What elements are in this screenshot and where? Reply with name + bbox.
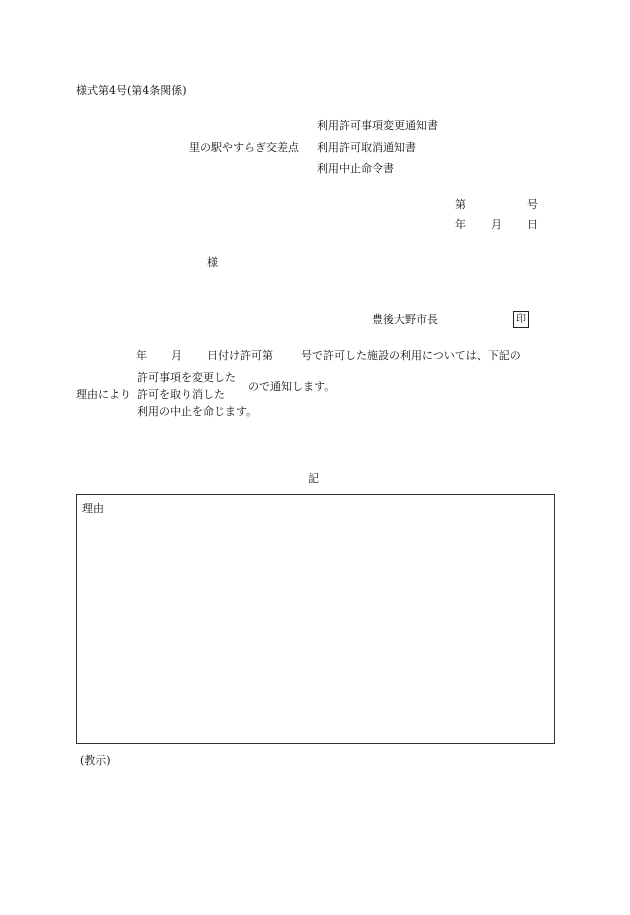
doc-number-go: 号 xyxy=(527,198,538,211)
date-year: 年 xyxy=(455,218,466,231)
body-permit-text: 号で許可した施設の利用については、下記の xyxy=(301,349,521,362)
body-month: 月 xyxy=(171,349,182,362)
ki-heading: 記 xyxy=(308,472,319,485)
reason-label: 理由 xyxy=(82,502,104,515)
addressee-suffix: 様 xyxy=(207,256,218,269)
instruction-label: (教示) xyxy=(80,754,111,767)
title-prefix: 里の駅やすらぎ交差点 xyxy=(189,141,299,154)
choice-change: 許可事項を変更した xyxy=(137,371,236,384)
notify-text: ので通知します。 xyxy=(248,380,336,393)
date-day: 日 xyxy=(527,218,538,231)
title-option-suspension-order: 利用中止命令書 xyxy=(317,162,394,175)
date-month: 月 xyxy=(491,218,502,231)
title-option-change-notice: 利用許可事項変更通知書 xyxy=(317,119,438,132)
body-dated-permit: 日付け許可第 xyxy=(207,349,273,362)
doc-number-dai: 第 xyxy=(455,198,466,211)
body-year: 年 xyxy=(136,349,147,362)
sender-name: 豊後大野市長 xyxy=(372,313,438,326)
reason-box xyxy=(76,494,555,744)
choice-suspend: 利用の中止を命じます。 xyxy=(137,405,258,418)
reason-lead: 理由により xyxy=(76,388,131,401)
choice-revoke: 許可を取り消した xyxy=(137,388,225,401)
seal-mark: 印 xyxy=(513,311,529,328)
form-id: 様式第4号(第4条関係) xyxy=(76,84,187,97)
title-option-revocation-notice: 利用許可取消通知書 xyxy=(317,141,416,154)
